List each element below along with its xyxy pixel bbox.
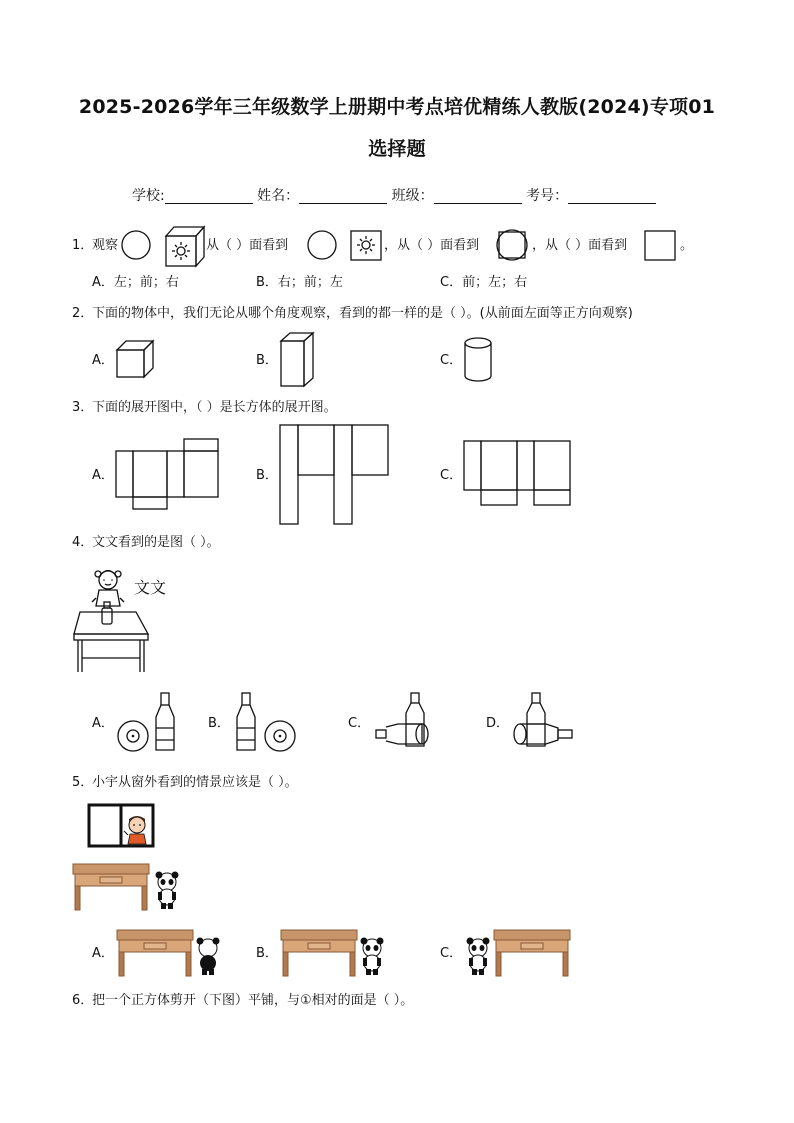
q2-option-b[interactable]: B．: [256, 353, 278, 368]
q5-option-c-figure: [464, 928, 584, 983]
q2-option-c[interactable]: C．: [440, 353, 463, 368]
q3-net-c-diagram: [464, 440, 584, 520]
q1-text-end: 。: [680, 238, 694, 253]
q4-option-a-figure: [116, 690, 186, 754]
exam-no-label: 考号：: [526, 188, 569, 204]
q3-option-c[interactable]: C．: [440, 468, 463, 483]
q4-option-c-figure: [370, 690, 440, 754]
q1-view-circle-icon: [306, 228, 346, 268]
q1-text-from-3: ，从（ ）面看到: [532, 238, 628, 253]
q5-window-boy-illustration: [88, 804, 168, 854]
q2-cube-icon: [116, 340, 156, 380]
q3-text: 下面的展开图中，（ ）是长方体的展开图。: [92, 400, 337, 415]
q6-text: 把一个正方体剪开（下图）平铺，与①相对的面是（ ）。: [92, 993, 414, 1008]
q3-option-a[interactable]: A．: [92, 468, 114, 483]
exam-no-field[interactable]: [568, 189, 656, 204]
q5-option-c[interactable]: C．: [440, 946, 463, 961]
q4-option-c[interactable]: C．: [348, 716, 371, 731]
q1-view-square-icon: [644, 228, 684, 268]
q1-text-from-1: 从（ ）面看到: [206, 238, 289, 253]
q4-option-a[interactable]: A．: [92, 716, 114, 731]
q1-view-circle-square-icon: [496, 228, 536, 268]
q1-option-c[interactable]: C．前；左；右: [440, 275, 528, 290]
q2-cuboid-icon: [280, 332, 320, 392]
page-title: 2025-2026学年三年级数学上册期中考点培优精练人教版(2024)专项01: [78, 96, 716, 118]
q1-circle-icon: [120, 228, 160, 268]
q3-number: 3．: [72, 400, 94, 415]
q5-text: 小宇从窗外看到的情景应该是（ ）。: [92, 775, 298, 790]
q2-option-a[interactable]: A．: [92, 353, 114, 368]
q2-text: 下面的物体中，我们无论从哪个角度观察，看到的都一样的是（ ）。(从前面左面等正方向观察): [92, 306, 633, 321]
q1-text-from-2: ，从（ ）面看到: [384, 238, 480, 253]
class-label: 班级：: [391, 188, 434, 204]
class-field[interactable]: [434, 189, 522, 204]
q3-option-b[interactable]: B．: [256, 468, 278, 483]
q1-number: 1．: [72, 238, 94, 253]
q5-option-a-figure: [116, 928, 236, 983]
q4-text: 文文看到的是图（ ）。: [92, 535, 220, 550]
q5-option-a[interactable]: A．: [92, 946, 114, 961]
school-label: 学校:: [132, 188, 165, 204]
q1-cube-sun-icon: [162, 224, 212, 274]
q1-text-observe: 观察: [92, 238, 119, 253]
q1-option-a[interactable]: A．左；前；右: [92, 275, 179, 290]
name-label: 姓名：: [257, 188, 300, 204]
q4-option-d-figure: [508, 690, 588, 754]
q5-number: 5．: [72, 775, 94, 790]
name-field[interactable]: [299, 189, 387, 204]
q4-number: 4．: [72, 535, 94, 550]
q4-option-b-figure: [230, 690, 300, 754]
q2-number: 2．: [72, 306, 94, 321]
page-subtitle: 选择题: [368, 138, 426, 160]
q3-net-b-diagram: [280, 424, 400, 534]
q5-desk-panda-illustration: [72, 862, 192, 917]
q4-figure-label: 文文: [134, 578, 167, 597]
q5-option-b[interactable]: B．: [256, 946, 278, 961]
q4-option-b[interactable]: B．: [208, 716, 230, 731]
q5-option-b-figure: [280, 928, 400, 983]
q4-girl-table-illustration: [72, 562, 192, 682]
q3-net-a-diagram: [116, 438, 226, 518]
student-info: [132, 188, 656, 204]
q2-cylinder-icon: [464, 336, 504, 386]
q6-number: 6．: [72, 993, 94, 1008]
q1-option-b[interactable]: B．右；前；左: [256, 275, 343, 290]
school-field[interactable]: [165, 189, 253, 204]
q4-option-d[interactable]: D．: [486, 716, 510, 731]
